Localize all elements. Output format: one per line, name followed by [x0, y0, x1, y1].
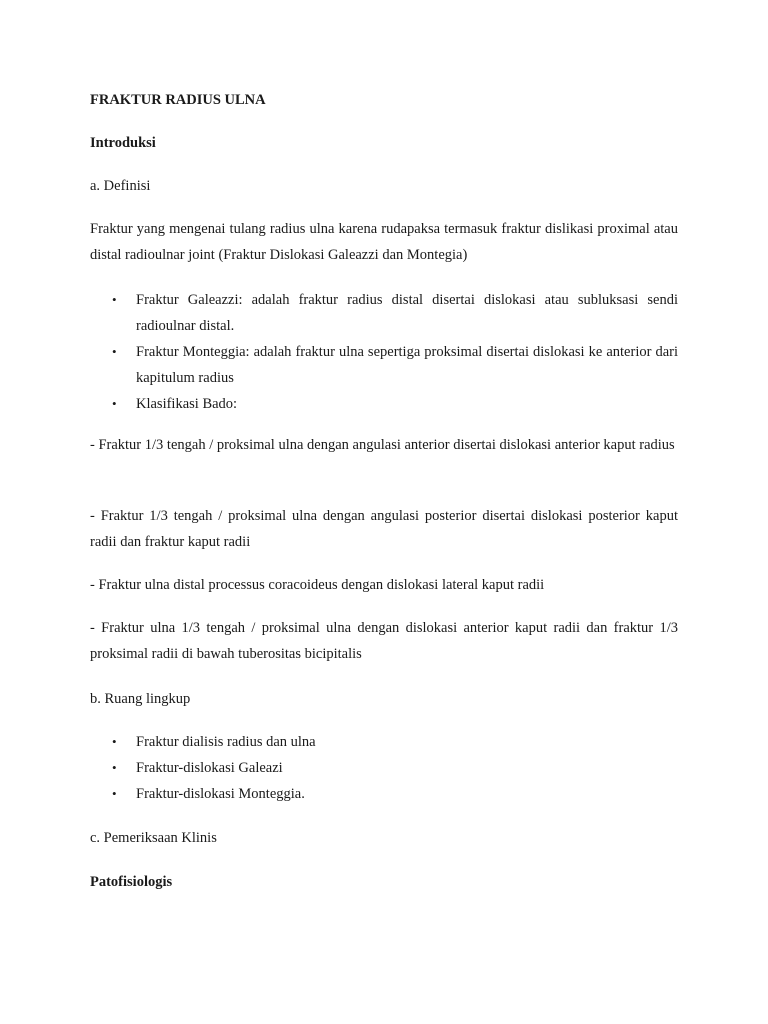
bado-type-3: - Fraktur ulna distal processus coracoideus dengan dislokasi lateral kaput radii [90, 577, 545, 593]
bullet-icon: • [112, 292, 117, 307]
bullet-icon: • [112, 786, 117, 801]
list-item [90, 781, 678, 807]
scope-bullet-list [90, 729, 678, 807]
list-item [90, 729, 678, 755]
list-item-text: Fraktur dialisis radius dan ulna [136, 734, 316, 750]
bullet-icon: • [112, 344, 117, 359]
list-item [90, 391, 678, 417]
subheading-pemeriksaan-klinis: c. Pemeriksaan Klinis [90, 830, 217, 846]
bado-type-1: - Fraktur 1/3 tengah / proksimal ulna dengan angulasi anterior disertai dislokasi anterior kaput radius [90, 437, 675, 453]
bado-type-2: - Fraktur 1/3 tengah / proksimal ulna dengan angulasi posterior disertai dislokasi posterior kaput radii dan fraktur kaput radii [90, 508, 678, 550]
subheading-ruang-lingkup: b. Ruang lingkup [90, 691, 191, 707]
bullet-icon: • [112, 396, 117, 411]
list-item-text: Fraktur Galeazzi: adalah fraktur radius distal disertai dislokasi atau subluksasi sendi radioulnar distal. [136, 292, 678, 334]
list-item [90, 339, 678, 391]
list-item-text: Fraktur-dislokasi Monteggia. [136, 786, 305, 802]
bullet-icon: • [112, 734, 117, 749]
list-item [90, 287, 678, 339]
document-title: FRAKTUR RADIUS ULNA [90, 92, 266, 108]
list-item-text: Fraktur-dislokasi Galeazi [136, 760, 283, 776]
bullet-icon: • [112, 760, 117, 775]
list-item [90, 755, 678, 781]
definition-bullet-list [90, 287, 678, 417]
list-item-text: Klasifikasi Bado: [136, 396, 238, 412]
definition-paragraph: Fraktur yang mengenai tulang radius ulna karena rudapaksa termasuk fraktur dislikasi proximal atau distal radioulnar joint (Fraktur Dislokasi Galeazzi dan Montegia) [90, 221, 678, 263]
subheading-definisi: a. Definisi [90, 178, 151, 194]
bado-type-4: - Fraktur ulna 1/3 tengah / proksimal ulna dengan dislokasi anterior kaput radii dan fraktur 1/3 proksimal radii di bawah tuberositas bicipitalis [90, 620, 678, 662]
section-heading-introduksi: Introduksi [90, 135, 156, 151]
section-heading-patofisiologis: Patofisiologis [90, 874, 173, 890]
list-item-text: Fraktur Monteggia: adalah fraktur ulna sepertiga proksimal disertai dislokasi ke anterior dari kapitulum radius [136, 344, 678, 386]
